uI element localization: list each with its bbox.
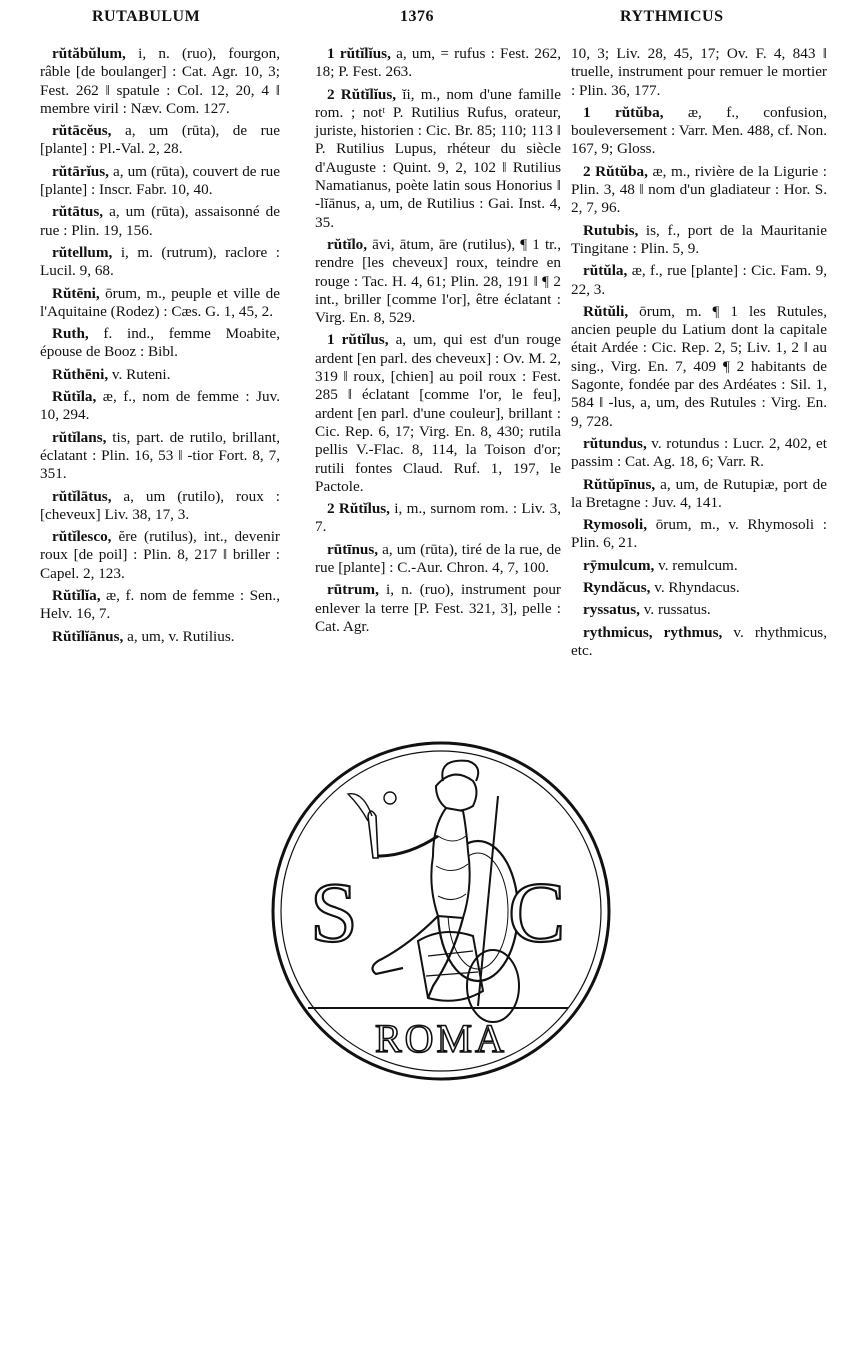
- dictionary-entry: [40, 488, 280, 525]
- entry-definition: v. Ruteni.: [108, 365, 171, 383]
- entry-definition: ōrum, m., peuple et ville de l'Aquitaine (Rodez) : Cæs. G. 1, 45, 2.: [40, 284, 280, 320]
- dictionary-entry: [571, 516, 827, 553]
- entry-definition: 10, 3; Liv. 28, 45, 17; Ov. F. 4, 843 ‖ truelle, instrument pour remuer le mortier : Plin. 36, 177.: [571, 45, 827, 99]
- entry-definition: a, um, v. Rutilius.: [123, 627, 235, 645]
- dictionary-entry: [571, 435, 827, 472]
- entry-definition: a, um (rūta), tiré de la rue, de rue [plante] : C.-Aur. Chron. 4, 7, 100.: [315, 540, 561, 577]
- dictionary-entry: [40, 285, 280, 322]
- dictionary-entry: [40, 163, 280, 200]
- entry-definition: ōrum, m., v. Rhymosoli : Plin. 6, 21.: [571, 516, 827, 552]
- entry-definition: a, um, qui est d'un rouge ardent [en parl. des cheveux] : Ov. M. 2, 319 ‖ roux, [chien] au poil roux : Fest. 285 ‖ éclatant [comme l'or, le feu], ardent [en parl. d'une couleur], brillant : Cic. Rep. 6, 17; Virg. En. 8, 430; rutila pellis V.-Flac. 8, 114, la Toison d'or; rutili fontes Claud. Ruf. 1, 197, le Pactole.: [315, 331, 561, 495]
- entry-headword: rythmicus, rythmus,: [583, 623, 723, 641]
- entry-headword: rŭtārĭus,: [52, 162, 109, 180]
- dictionary-entry: [571, 601, 827, 619]
- entry-headword: rūtrum,: [327, 581, 379, 599]
- entry-definition: i, m. (rutrum), raclore : Lucil. 9, 68.: [40, 243, 280, 280]
- entry-headword: Rŭthēni,: [52, 365, 109, 383]
- entry-headword: Rŭtĭla,: [52, 388, 97, 406]
- entry-headword: 1 rŭtŭba,: [583, 103, 664, 121]
- dictionary-entry: [571, 579, 827, 597]
- entry-definition: a, um (rutilo), roux : [cheveux] Liv. 38, 17, 3.: [40, 487, 280, 523]
- dictionary-entry: [40, 45, 280, 118]
- entry-headword: Rŭtŭpīnus,: [583, 475, 656, 493]
- entry-headword: rŭtundus,: [583, 434, 647, 452]
- page-header: [0, 8, 854, 34]
- coin-letter-s: S: [310, 864, 358, 960]
- running-head-left: RUTABULUM: [92, 8, 201, 25]
- dictionary-entry: [315, 581, 561, 636]
- entry-headword: rŭtĭlo,: [327, 235, 368, 253]
- entry-definition: v. remulcum.: [654, 556, 738, 574]
- entry-definition: a, um (rūta), assaisonné de rue : Plin. 19, 156.: [40, 203, 280, 239]
- dictionary-entry: [571, 45, 827, 100]
- coin-letter-c: C: [508, 864, 566, 960]
- dictionary-entry: [571, 262, 827, 299]
- entry-headword: rūtīnus,: [327, 540, 379, 558]
- entry-headword: 2 Rŭtĭlĭus,: [327, 85, 397, 103]
- entry-headword: Rutubis,: [583, 221, 639, 239]
- entry-definition: i, m., surnom rom. : Liv. 3, 7.: [315, 500, 561, 536]
- entry-definition: ĭi, m., nom d'une famille rom. ; notᵗ P. Rutilius Rufus, orateur, juriste, historien : Cic. Br. 85; 110; 113 ‖ P. Rutilius Lupus, rhéteur du siècle d'Auguste : Quint. 9, 2, 102 ‖ Rutilius Namatianus, poète latin sous Honorius ‖ -lĭānus, a, um, de Rutilius : Gai. Inst. 4, 35.: [315, 85, 561, 231]
- entry-headword: Rŭtĭlĭānus,: [52, 627, 124, 645]
- entry-headword: Ruth,: [52, 325, 89, 343]
- dictionary-column-1: [40, 45, 280, 650]
- dictionary-entry: [571, 624, 827, 661]
- dictionary-entry: [315, 236, 561, 327]
- entry-definition: æ, m., rivière de la Ligurie : Plin. 3, 48 ‖ nom d'un gladiateur : Hor. S. 2, 7, 96.: [571, 162, 827, 217]
- dictionary-entry: [40, 628, 280, 646]
- entry-definition: v. russatus.: [639, 601, 711, 619]
- entry-headword: rŭtātus,: [52, 203, 104, 221]
- dictionary-entry: [571, 303, 827, 431]
- coin-legend-roma: ROMA: [374, 1016, 508, 1061]
- dictionary-column-2: [315, 45, 561, 640]
- entry-headword: Ryndăcus,: [583, 579, 651, 597]
- entry-definition: æ, f., confusion, bouleversement : Varr. Men. 488, cf. Non. 167, 9; Gloss.: [571, 103, 827, 158]
- roman-coin-illustration: [268, 736, 614, 1086]
- entry-definition: a, um, = rufus : Fest. 262, 18; P. Fest. 263.: [315, 45, 561, 81]
- dictionary-entry: [315, 541, 561, 578]
- dictionary-entry: [315, 331, 561, 496]
- entry-headword: 1 rŭtĭlus,: [327, 331, 389, 349]
- entry-headword: Rŭtŭli,: [583, 302, 629, 320]
- dictionary-column-3: [571, 45, 827, 664]
- roma-figure-icon: [431, 808, 469, 918]
- entry-definition: æ, f., rue [plante] : Cic. Fam. 9, 22, 3.: [571, 262, 827, 298]
- entry-definition: f. ind., femme Moabite, épouse de Booz : Bibl.: [40, 325, 280, 361]
- entry-headword: rŭtăbŭlum,: [52, 45, 126, 62]
- entry-definition: æ, f. nom de femme : Sen., Helv. 16, 7.: [40, 587, 280, 623]
- entry-headword: rŭtellum,: [52, 243, 113, 261]
- entry-headword: Rŭtĭlĭa,: [52, 587, 101, 605]
- dictionary-entry: [40, 325, 280, 362]
- dictionary-entry: [40, 122, 280, 159]
- entry-definition: a, um (rūta), de rue [plante] : Pl.-Val. 2, 28.: [40, 122, 280, 158]
- entry-headword: rŭtŭla,: [583, 262, 628, 280]
- entry-definition: is, f., port de la Mauritanie Tingitane : Plin. 5, 9.: [571, 221, 827, 257]
- dictionary-entry: [315, 86, 561, 232]
- entry-definition: i, n. (ruo), fourgon, râble [de boulanger] : Cat. Agr. 10, 3; Fest. 262 ‖ spatule : Col. 12, 20, 4 ‖ membre viril : Næv. Com. 127.: [40, 45, 280, 117]
- dictionary-entry: [40, 429, 280, 484]
- entry-definition: v. rotundus : Lucr. 2, 402, et passim : Cat. Ag. 18, 6; Varr. R.: [571, 434, 827, 471]
- dictionary-entry: [315, 500, 561, 537]
- dictionary-entry: [571, 557, 827, 575]
- entry-definition: i, n. (ruo), instrument pour enlever la terre [P. Fest. 321, 3], pelle : Cat. Agr.: [315, 581, 561, 635]
- dictionary-entry: [315, 45, 561, 82]
- entry-headword: rȳmulcum,: [583, 556, 655, 574]
- page-number: 1376: [400, 8, 434, 25]
- dictionary-entry: [40, 528, 280, 583]
- entry-definition: ĕre (rutilus), int., devenir roux [de poil] : Plin. 8, 217 ‖ briller : Capel. 2, 123.: [40, 528, 280, 582]
- entry-headword: rŭtĭlesco,: [52, 528, 112, 546]
- entry-definition: āvi, ātum, āre (rutilus), ¶ 1 tr., rendre [les cheveux] roux, teindre en rouge : Tac. H. 4, 61; Plin. 28, 191 ‖ ¶ 2 int., briller [comme l'or], être éclatant : Virg. En. 8, 529.: [315, 235, 561, 327]
- entry-headword: 2 Rŭtĭlus,: [327, 500, 390, 518]
- dictionary-entry: [571, 476, 827, 513]
- running-head-right: RYTHMICUS: [620, 8, 724, 25]
- entry-definition: ōrum, m. ¶ 1 les Rutules, ancien peuple du Latium dont la capitale était Ardée : Cic. Rep. 2, 5; Liv. 1, 2 ‖ au sing., Virg. En. 7, 409 ¶ 2 habitants de Sagonte, fondée par des Ardéates : Sil. 1, 584 ‖ -lus, a, um, des Rutules : Virg. En. 9, 728.: [571, 302, 827, 430]
- entry-definition: a, um (rūta), couvert de rue [plante] : Inscr. Fabr. 10, 40.: [40, 162, 280, 199]
- entry-definition: æ, f., nom de femme : Juv. 10, 294.: [40, 388, 280, 424]
- dictionary-entry: [40, 388, 280, 425]
- entry-headword: Rymosoli,: [583, 516, 648, 534]
- entry-headword: rŭtĭlātus,: [52, 487, 112, 505]
- entry-headword: rŭtĭlans,: [52, 428, 107, 446]
- dictionary-entry: [40, 203, 280, 240]
- dictionary-entry: [571, 104, 827, 159]
- entry-headword: 2 Rŭtŭba,: [583, 162, 648, 180]
- entry-headword: ryssatus,: [583, 601, 640, 619]
- dictionary-entry: [40, 366, 280, 384]
- dictionary-entry: [40, 244, 280, 281]
- entry-headword: rŭtācĕus,: [52, 122, 112, 140]
- entry-definition: v. rhythmicus, etc.: [571, 623, 828, 659]
- dictionary-entry: [571, 163, 827, 218]
- entry-definition: v. Rhyndacus.: [650, 579, 740, 597]
- entry-headword: Rŭtēni,: [52, 284, 100, 302]
- dictionary-entry: [40, 587, 280, 624]
- entry-headword: 1 rŭtĭlĭus,: [327, 45, 391, 62]
- entry-definition: tis, part. de rutilo, brillant, éclatant : Plin. 16, 53 ‖ -tior Fort. 8, 7, 351.: [40, 428, 280, 483]
- entry-definition: a, um, de Rutupiæ, port de la Bretagne : Juv. 4, 141.: [571, 475, 827, 511]
- dictionary-entry: [571, 222, 827, 259]
